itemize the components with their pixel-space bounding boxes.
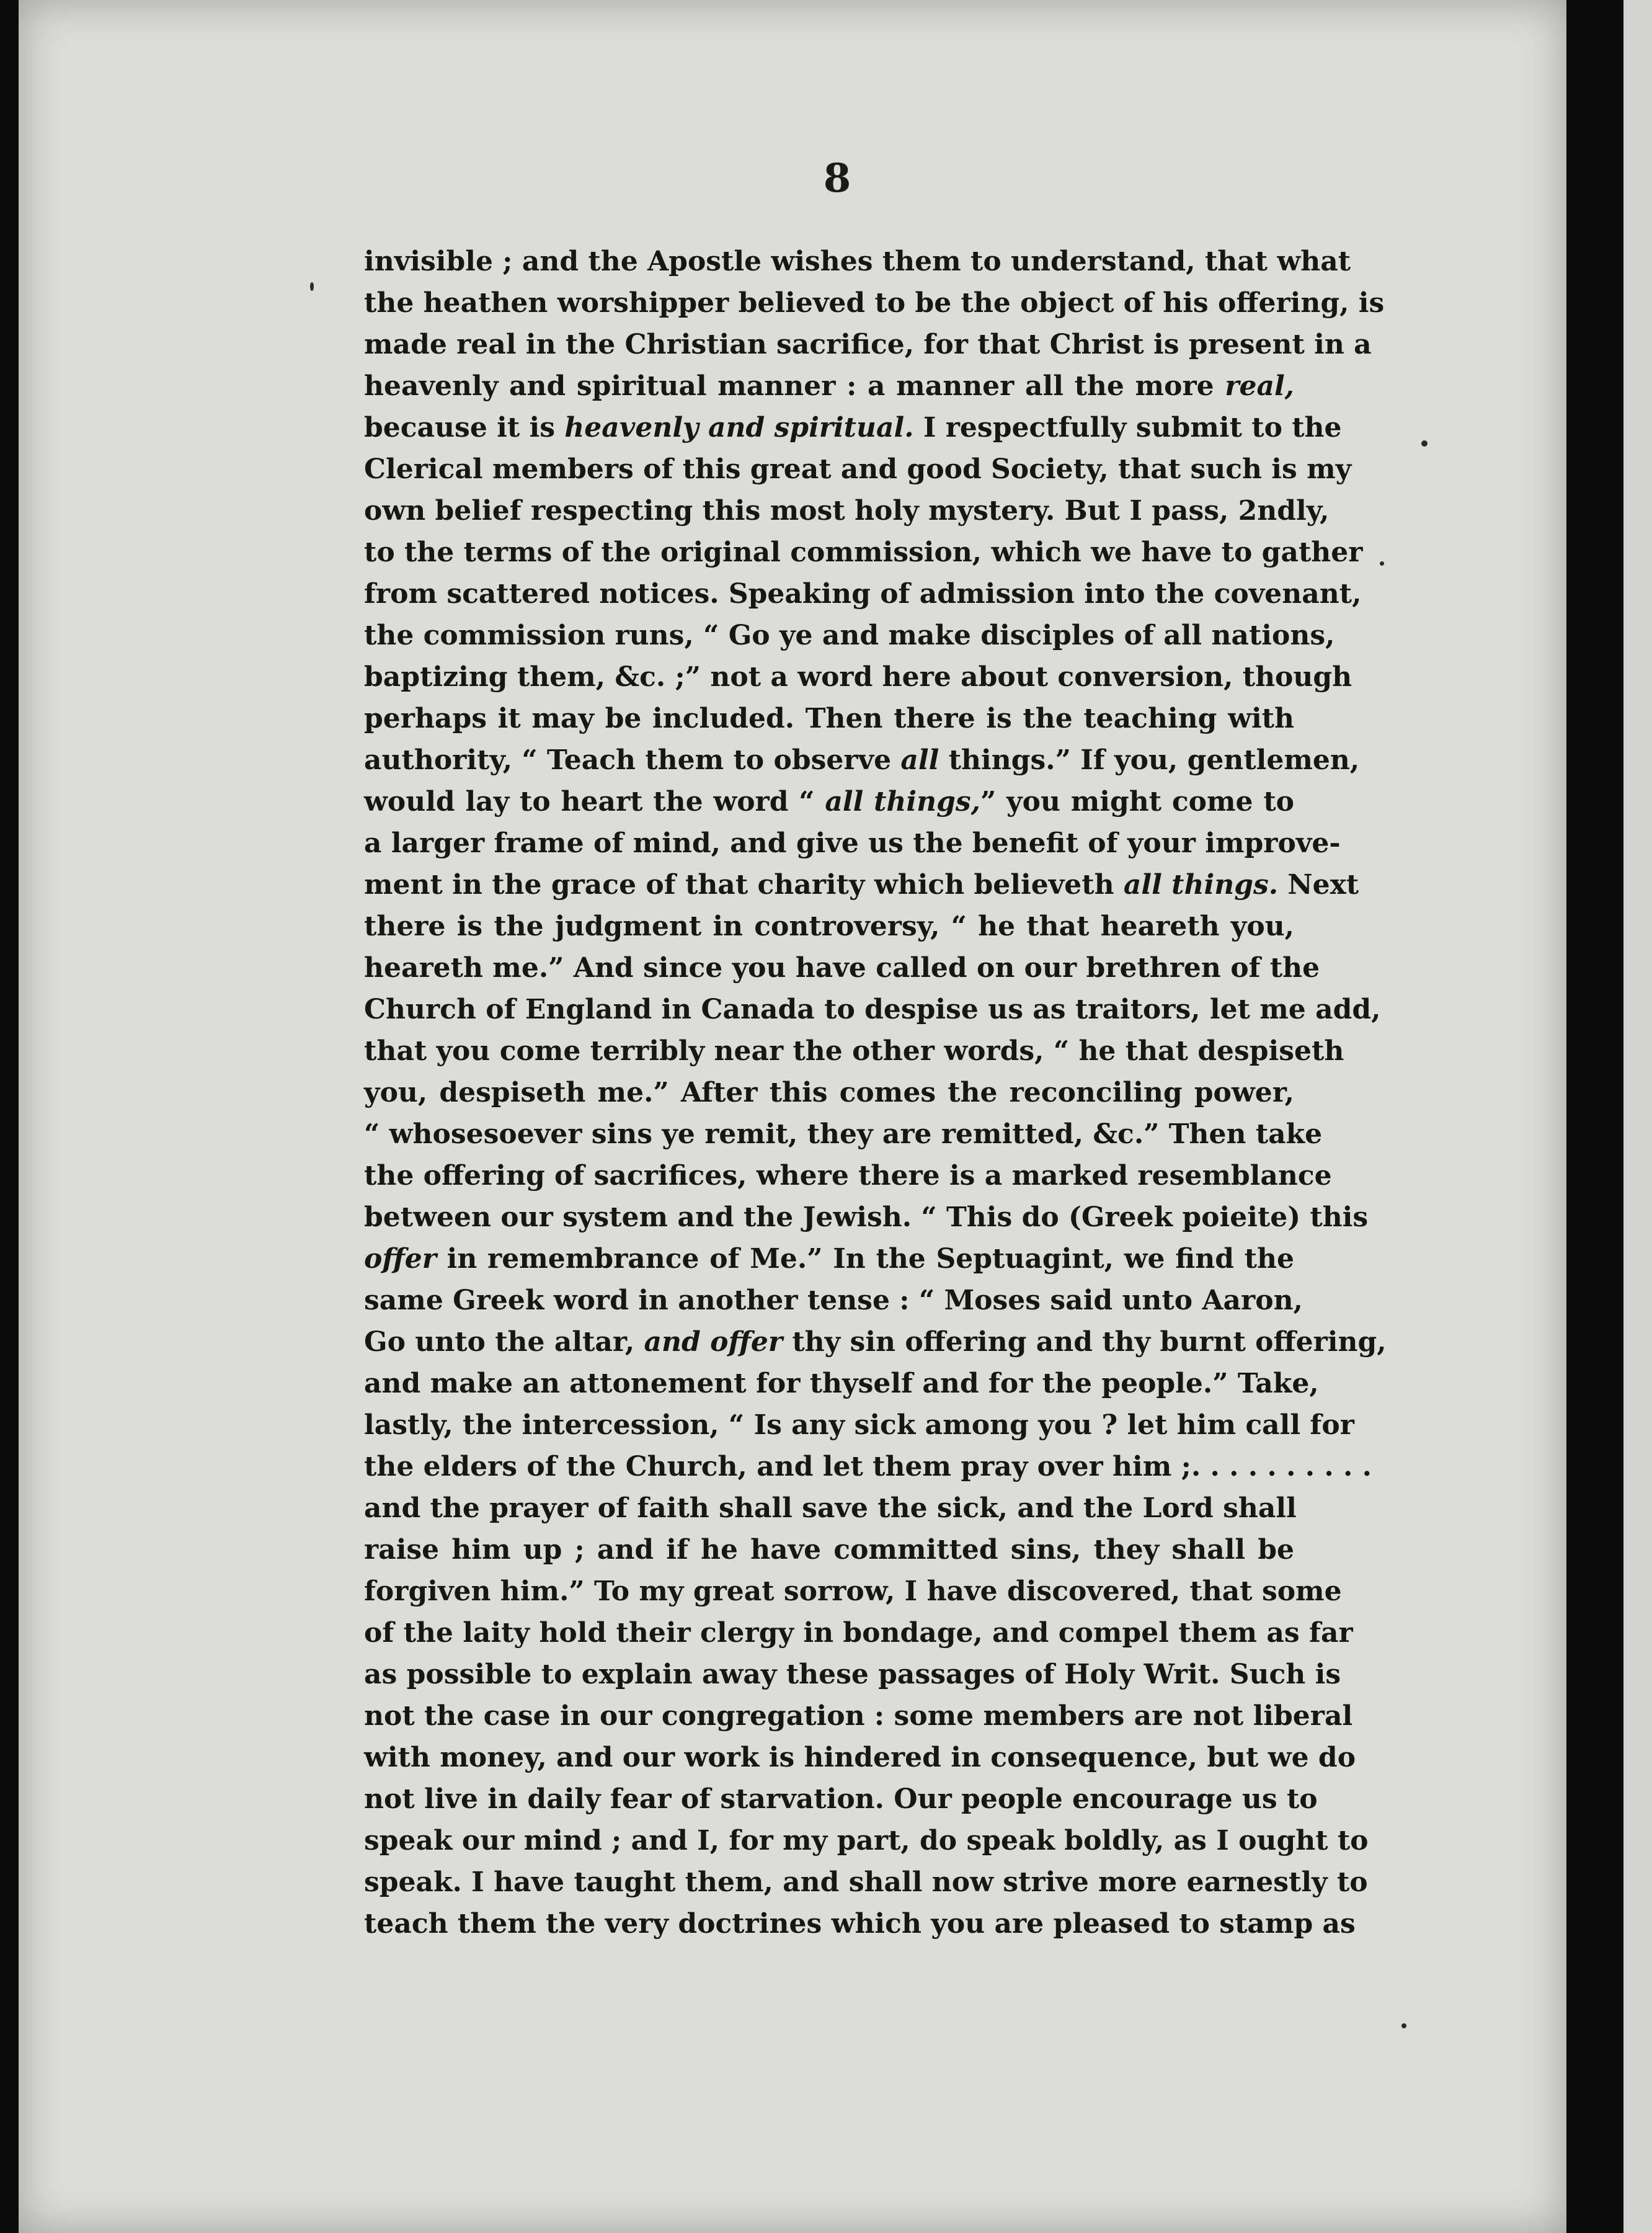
text-line xyxy=(364,1820,1369,1861)
text-run: “ whosesoever sins ye remit, they are remitted, &c.” Then take xyxy=(364,1118,1323,1150)
text-line xyxy=(364,739,1360,781)
text-run: would lay to heart the word “ xyxy=(364,786,825,818)
text-run: perhaps it may be included. Then there is the teaching with xyxy=(364,703,1294,734)
text-line xyxy=(364,448,1352,490)
text-run: I respectfully submit to the xyxy=(913,412,1342,443)
text-line xyxy=(364,1197,1369,1238)
text-line xyxy=(364,573,1362,615)
text-line xyxy=(364,1280,1303,1321)
text-run: between our system and the Jewish. “ This do (Greek poieite) this xyxy=(364,1201,1369,1233)
text-run: ” you might come to xyxy=(980,786,1294,818)
text-run: Clerical members of this great and good Society, that such is my xyxy=(364,453,1352,485)
scanned-page xyxy=(19,0,1566,2233)
text-line xyxy=(364,989,1381,1030)
text-run: there is the judgment in controversy, “ he that heareth you, xyxy=(364,911,1294,942)
text-run: to the terms of the original commission, which we have to gather xyxy=(364,537,1363,568)
text-line xyxy=(364,1321,1387,1363)
text-run: same Greek word in another tense : “ Moses said unto Aaron, xyxy=(364,1285,1303,1316)
text-run: that you come terribly near the other words, “ he that despiseth xyxy=(364,1035,1344,1067)
text-run: not the case in our congregation : some members are not liberal xyxy=(364,1700,1353,1732)
text-run: forgiven him.” To my great sorrow, I have discovered, that some xyxy=(364,1576,1342,1607)
text-line xyxy=(364,1612,1353,1654)
text-line xyxy=(364,1861,1368,1903)
text-run: the offering of sacrifices, where there is a marked resemblance xyxy=(364,1160,1332,1192)
text-run: with money, and our work is hindered in consequence, but we do xyxy=(364,1742,1356,1773)
text-line xyxy=(364,781,1294,822)
text-line xyxy=(364,1155,1332,1197)
text-run: own belief respecting this most holy mystery. But I pass, 2ndly, xyxy=(364,495,1330,527)
text-line xyxy=(364,1903,1356,1945)
text-line xyxy=(364,1778,1318,1820)
italic-text: all things. xyxy=(1123,869,1279,901)
text-run: Church of England in Canada to despise us as traitors, let me add, xyxy=(364,994,1381,1025)
scan-speck xyxy=(1401,2023,1406,2028)
text-run: authority, “ Teach them to observe xyxy=(364,744,901,776)
text-run: of the laity hold their clergy in bondage, and compel them as far xyxy=(364,1617,1353,1649)
italic-text: all xyxy=(900,744,939,776)
text-run: invisible ; and the Apostle wishes them to understand, that what xyxy=(364,246,1351,277)
text-run: in remembrance of Me.” In the Septuagint, we find the xyxy=(436,1243,1294,1275)
text-run: as possible to explain away these passages of Holy Writ. Such is xyxy=(364,1659,1341,1690)
scan-speck xyxy=(1421,440,1428,447)
text-line xyxy=(364,407,1342,448)
text-line xyxy=(364,1030,1344,1072)
text-line xyxy=(364,864,1359,906)
text-line xyxy=(364,324,1372,365)
text-line xyxy=(364,822,1341,864)
text-line xyxy=(364,490,1330,532)
text-line xyxy=(364,1404,1354,1446)
page-number: 8 xyxy=(823,155,851,202)
text-run: the heathen worshipper believed to be the object of his offering, is xyxy=(364,287,1385,319)
text-run: Next xyxy=(1278,869,1359,901)
text-line xyxy=(364,698,1294,739)
text-run: baptizing them, &c. ;” not a word here about conversion, though xyxy=(364,661,1352,693)
text-line xyxy=(364,282,1385,324)
italic-text: real, xyxy=(1225,370,1294,402)
italic-text: offer xyxy=(364,1243,437,1275)
adjacent-page-edge xyxy=(1623,0,1652,2233)
text-line xyxy=(364,1238,1294,1280)
text-line xyxy=(364,365,1294,407)
text-run: because it is xyxy=(364,412,565,443)
text-line xyxy=(364,1487,1297,1529)
body-text xyxy=(364,241,1387,1945)
text-line xyxy=(364,1113,1323,1155)
text-run: raise him up ; and if he have committed sins, they shall be xyxy=(364,1534,1294,1566)
text-line xyxy=(364,947,1320,989)
italic-text: and offer xyxy=(644,1326,783,1358)
text-line xyxy=(364,1695,1353,1737)
text-line xyxy=(364,241,1351,282)
text-line xyxy=(364,615,1335,656)
text-run: teach them the very doctrines which you are pleased to stamp as xyxy=(364,1908,1356,1940)
scan-speck xyxy=(1380,561,1384,566)
text-run: made real in the Christian sacrifice, for that Christ is present in a xyxy=(364,329,1372,360)
text-line xyxy=(364,1571,1342,1612)
text-run: a larger frame of mind, and give us the benefit of your improve- xyxy=(364,827,1341,859)
text-line xyxy=(364,532,1363,573)
text-run: the elders of the Church, and let them pray over him ;. . . . . . . . . . xyxy=(364,1451,1372,1482)
text-run: and make an attonement for thyself and for the people.” Take, xyxy=(364,1368,1319,1399)
text-run: not live in daily fear of starvation. Our people encourage us to xyxy=(364,1783,1318,1815)
text-run: from scattered notices. Speaking of admission into the covenant, xyxy=(364,578,1362,610)
text-run: thy sin offering and thy burnt offering, xyxy=(783,1326,1387,1358)
italic-text: all things, xyxy=(825,786,980,818)
text-run: the commission runs, “ Go ye and make disciples of all nations, xyxy=(364,620,1335,651)
text-run: and the prayer of faith shall save the sick, and the Lord shall xyxy=(364,1492,1297,1524)
text-line xyxy=(364,1654,1341,1695)
text-line xyxy=(364,906,1294,947)
text-run: things.” If you, gentlemen, xyxy=(939,744,1360,776)
text-line xyxy=(364,1529,1294,1571)
text-run: lastly, the intercession, “ Is any sick among you ? let him call for xyxy=(364,1409,1354,1441)
text-run: ment in the grace of that charity which believeth xyxy=(364,869,1124,901)
text-line xyxy=(364,1737,1356,1778)
text-line xyxy=(364,1072,1294,1113)
text-run: speak. I have taught them, and shall now strive more earnestly to xyxy=(364,1866,1368,1898)
text-line xyxy=(364,1363,1319,1404)
scan-speck xyxy=(310,282,314,291)
text-run: you, despiseth me.” After this comes the reconciling power, xyxy=(364,1077,1294,1108)
text-run: speak our mind ; and I, for my part, do speak boldly, as I ought to xyxy=(364,1825,1369,1856)
text-line xyxy=(364,1446,1372,1487)
text-line xyxy=(364,656,1352,698)
text-run: heavenly and spiritual manner : a manner all the more xyxy=(364,370,1225,402)
text-run: heareth me.” And since you have called on our brethren of the xyxy=(364,952,1320,984)
text-run: Go unto the altar, xyxy=(364,1326,644,1358)
italic-text: heavenly and spiritual. xyxy=(564,412,914,443)
